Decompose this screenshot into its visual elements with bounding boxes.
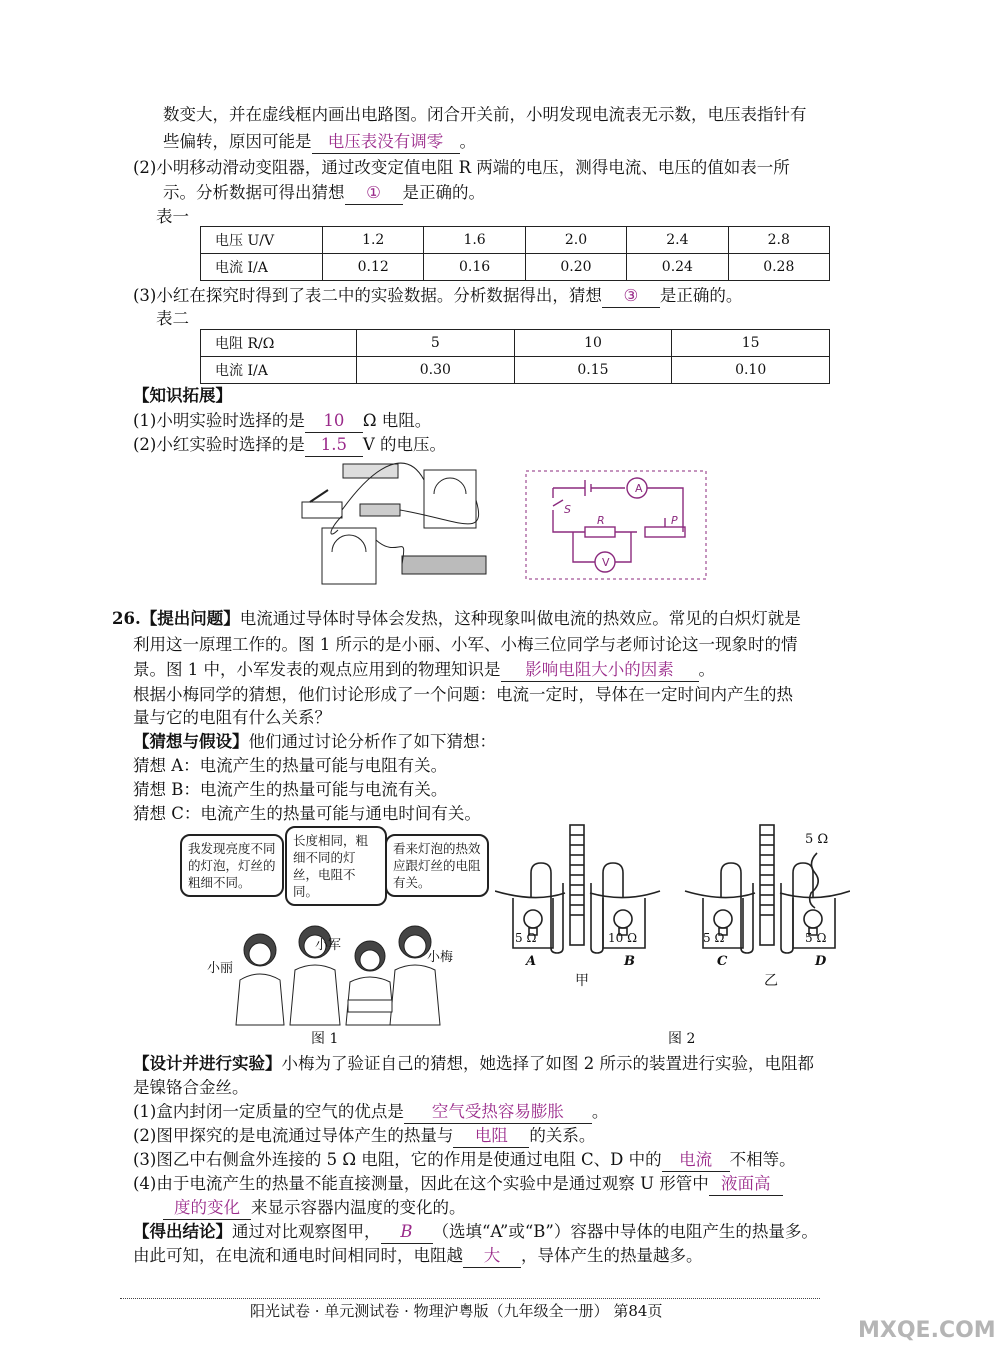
answer-blank: 1.5: [305, 434, 363, 457]
q25-p3-end: 是正确的。: [659, 286, 743, 305]
q26-line3: [133, 659, 715, 682]
answer-blank: 电压表没有调零: [312, 131, 460, 154]
resistor-label-a: 5 Ω: [515, 931, 537, 945]
table-cell: 0.24: [627, 254, 728, 281]
table-cell: 2.0: [525, 227, 626, 254]
q26-l3-end: 。: [698, 660, 715, 679]
table-cell: 0.20: [525, 254, 626, 281]
q26-l7-text: 小梅为了验证自己的猜想，她选择了如图 2 所示的装置进行实验，电阻都: [281, 1054, 814, 1073]
table-cell: 15: [672, 330, 830, 357]
name-xiaomei: 小梅: [427, 950, 454, 965]
ammeter-label: A: [635, 482, 643, 495]
section-heading: 26.【提出问题】: [112, 609, 240, 628]
s3-end: 不相等。: [729, 1150, 796, 1169]
box-label-b: B: [624, 954, 635, 969]
c2-text: 由此可知，在电流和通电时间相同时，电阻越: [133, 1246, 463, 1265]
table-row: [201, 227, 830, 254]
guess-b: 猜想 B：电流产生的热量可能与电流有关。: [133, 780, 448, 799]
ext-line1: [133, 410, 431, 433]
table-cell: 0.16: [424, 254, 525, 281]
speech-bubble-xiaomei: 看来灯泡的热效应跟灯丝的电阻有关。: [385, 834, 489, 897]
answer-blank: 大: [463, 1245, 521, 1268]
sub-q4: [133, 1173, 783, 1196]
q26-line8: 是镍铬合金丝。: [133, 1078, 249, 1097]
fig-jia-label: 甲: [575, 973, 589, 989]
conclusion-line2: [133, 1245, 703, 1268]
answer-blank: 空气受热容易膨胀: [404, 1101, 592, 1124]
q26-line1: [112, 608, 801, 630]
watermark: MXQE.COM: [858, 1318, 996, 1343]
ext-line2: [133, 434, 446, 457]
q25-line1: 数变大，并在虚线框内画出电路图。闭合开关前，小明发现电流表无示数，电压表指针有: [163, 105, 807, 124]
answer-blank: 影响电阻大小的因素: [501, 659, 699, 682]
footer-divider: [120, 1298, 820, 1299]
table-cell: 电流 I/A: [201, 254, 323, 281]
table1-label: 表一: [156, 207, 189, 226]
answer-blank: 10: [305, 410, 363, 433]
table-cell: 电流 I/A: [201, 357, 357, 384]
page-footer: 阳光试卷 · 单元测试卷 · 物理沪粤版（九年级全一册） 第84页: [250, 1302, 663, 1320]
circuit-diagram: [525, 470, 707, 580]
table-cell: 1.2: [323, 227, 424, 254]
table-cell: 2.8: [728, 227, 829, 254]
ext2-end: V 的电压。: [362, 435, 447, 454]
fig2-caption: 图 2: [668, 1031, 696, 1047]
section-heading: 【得出结论】: [133, 1222, 232, 1241]
q25-line2-text: 些偏转，原因可能是: [163, 132, 312, 151]
s2-end: 的关系。: [529, 1126, 596, 1145]
table-cell: 1.6: [424, 227, 525, 254]
speech-bubble-xiaoli: 我发现亮度不同的灯泡，灯丝的粗细不同。: [180, 834, 284, 897]
table-row: [201, 357, 830, 384]
s1-end: 。: [591, 1102, 609, 1121]
s2-text: (2)图甲探究的是电流通过导体产生的热量与: [133, 1126, 454, 1145]
q25-p2-end: 是正确的。: [402, 183, 485, 202]
answer-blank: ③: [602, 285, 660, 308]
name-xiaoli: 小丽: [207, 961, 234, 976]
q25-p3-text: (3)小红在探究时得到了表二中的实验数据。分析数据得出，猜想: [133, 286, 602, 305]
table-cell: 电阻 R/Ω: [201, 330, 357, 357]
c2-end: ，导体产生的热量越多。: [521, 1246, 703, 1265]
fig-yi-label: 乙: [764, 973, 778, 989]
c1-text: 通过对比观察图甲，: [232, 1222, 381, 1241]
answer-blank: 电流: [662, 1149, 730, 1172]
s4-text: (4)由于电流产生的热量不能直接测量，因此在这个实验中是通过观察 U 形管中: [133, 1174, 709, 1193]
table-cell: 5: [357, 330, 515, 357]
q25-p2-line1: (2)小明移动滑动变阻器，通过改变定值电阻 R 两端的电压，测得电流、电压的值如表一所: [133, 158, 790, 177]
answer-blank: ①: [345, 182, 403, 205]
resistor-label: R: [597, 514, 605, 527]
box-label-d: D: [815, 954, 827, 969]
table-row: [201, 254, 830, 281]
name-xiaojun: 小军: [315, 938, 342, 953]
s3-text: (3)图乙中右侧盒外连接的 5 Ω 电阻，它的作用是使通过电阻 C、D 中的: [133, 1150, 662, 1169]
guess-a: 猜想 A：电流产生的热量可能与电阻有关。: [133, 756, 448, 775]
q25-p2-text: 示。分析数据可得出猜想: [163, 183, 345, 202]
resistor-label-d: 5 Ω: [805, 931, 827, 945]
section-heading: 【设计并进行实验】: [133, 1054, 282, 1073]
answer-blank: 电阻: [453, 1125, 529, 1148]
sub-q1: [133, 1101, 608, 1124]
speech-bubble-xiaojun: 长度相同，粗细不同的灯丝，电阻不同。: [285, 826, 387, 906]
switch-label: S: [564, 503, 571, 516]
apparatus-illustration: [298, 460, 493, 590]
voltmeter-label: V: [602, 556, 610, 569]
fig1-caption: 图 1: [311, 1031, 339, 1047]
q26-l3-text: 景。图 1 中，小军发表的观点应用到的物理知识是: [133, 660, 501, 679]
table-cell: 10: [514, 330, 672, 357]
q26-line5: 量与它的电阻有什么关系？: [133, 708, 331, 727]
table-cell: 电压 U/V: [201, 227, 323, 254]
table-row: [201, 330, 830, 357]
resistor-label-c: 5 Ω: [703, 931, 725, 945]
box-label-a: A: [526, 954, 537, 969]
guess-c: 猜想 C：电流产生的热量可能与通电时间有关。: [133, 804, 481, 823]
box-label-c: C: [717, 954, 728, 969]
slider-label: P: [671, 514, 678, 527]
external-resistor-label: 5 Ω: [805, 832, 829, 847]
q25-line2-end: 。: [459, 132, 476, 151]
table2-label: 表二: [156, 309, 189, 328]
section-heading: 【猜想与假设】: [133, 732, 249, 751]
joule-heating-apparatus: [495, 823, 850, 983]
answer-blank: 液面高: [709, 1173, 783, 1196]
ext1-end: Ω 电阻。: [362, 411, 432, 430]
q26-text: 电流通过导体时导体会发热，这种现象叫做电流的热效应。常见的白炽灯就是: [239, 609, 801, 628]
table-cell: 0.28: [728, 254, 829, 281]
ext1-text: (1)小明实验时选择的是: [133, 411, 305, 430]
table-cell: 0.10: [672, 357, 830, 384]
q25-p2-line2: [163, 182, 485, 205]
c1-end: （选填“A”或“B”）容器中导体的电阻产生的热量多。: [432, 1222, 818, 1241]
conclusion-line1: [133, 1221, 818, 1244]
resistor-label-b: 10 Ω: [608, 931, 638, 945]
q25-line2: [163, 131, 476, 154]
s1-text: (1)盒内封闭一定质量的空气的优点是: [133, 1102, 404, 1121]
s4-end: 来显示容器内温度的变化的。: [251, 1198, 466, 1217]
table-cell: 0.15: [514, 357, 672, 384]
ext2-text: (2)小红实验时选择的是: [133, 435, 305, 454]
sub-q4-cont: [163, 1197, 466, 1220]
q26-line7: [133, 1053, 814, 1075]
table-cell: 0.30: [357, 357, 515, 384]
q26-line6: [133, 731, 496, 753]
table-cell: 2.4: [627, 227, 728, 254]
answer-blank: 度的变化: [163, 1197, 251, 1220]
section-heading: 【知识拓展】: [133, 386, 232, 405]
table-cell: 0.12: [323, 254, 424, 281]
q26-l6-text: 他们通过讨论分析作了如下猜想：: [248, 732, 496, 751]
q26-line2: 利用这一原理工作的。图 1 所示的是小丽、小军、小梅三位同学与老师讨论这一现象时的情: [133, 635, 798, 654]
q25-p3: [133, 285, 742, 308]
answer-blank: B: [381, 1221, 433, 1244]
sub-q3: [133, 1149, 796, 1172]
table-1: [200, 226, 830, 281]
table-2: [200, 329, 830, 384]
sub-q2: [133, 1125, 595, 1148]
q26-line4: 根据小梅同学的猜想，他们讨论形成了一个问题：电流一定时，导体在一定时间内产生的热: [133, 685, 793, 704]
